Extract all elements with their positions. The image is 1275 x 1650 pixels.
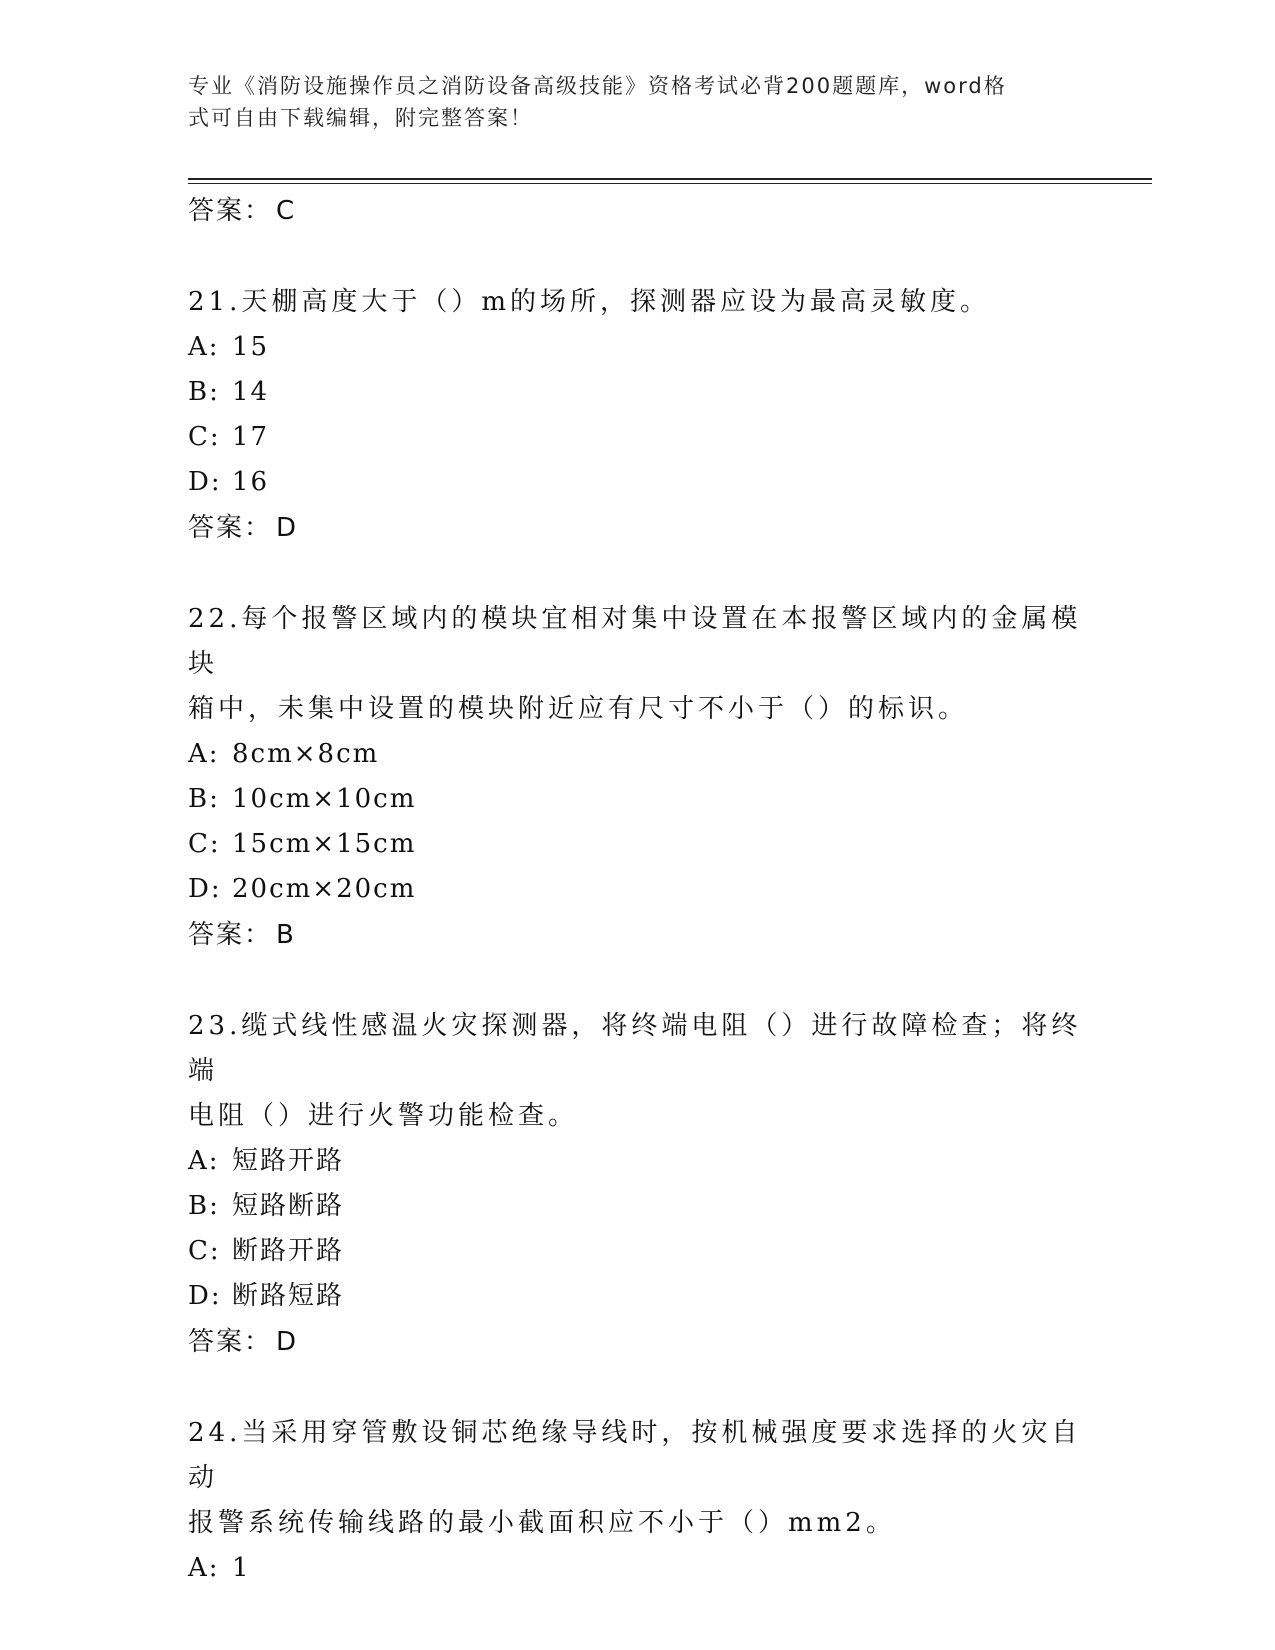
question-stem-line: 22.每个报警区域内的模块宜相对集中设置在本报警区域内的金属模块 [188, 604, 1082, 679]
question-block [188, 1411, 1088, 1591]
option-key: C: [188, 422, 221, 452]
header-line-2: 式可自由下载编辑，附完整答案！ [188, 106, 533, 130]
option-text: 1 [232, 1553, 251, 1583]
option-text: 短路断路 [232, 1191, 345, 1221]
option-text: 断路开路 [232, 1236, 345, 1266]
answer-option [188, 1546, 1088, 1591]
option-text: 短路开路 [232, 1146, 345, 1176]
option-key: D: [188, 874, 222, 904]
answer-line [188, 1319, 1088, 1365]
answer-option [188, 1184, 1088, 1229]
option-key: B: [188, 377, 220, 407]
option-text: 10cm×10cm [232, 784, 417, 814]
option-text: 14 [232, 377, 270, 407]
header-divider-thin [188, 183, 1152, 184]
option-text: 15 [232, 332, 270, 362]
answer-option [188, 1139, 1088, 1184]
question-stem-line: 23.缆式线性感温火灾探测器，将终端电阻（）进行故障检查；将终端 [188, 1011, 1082, 1086]
option-text: 17 [232, 422, 270, 452]
option-key: A: [188, 739, 220, 769]
answer-value: D [276, 1327, 299, 1357]
option-key: A: [188, 1553, 220, 1583]
question-block [188, 1004, 1088, 1411]
spacer [188, 958, 1088, 1004]
option-key: B: [188, 1191, 220, 1221]
answer-option [188, 777, 1088, 822]
option-key: C: [188, 1236, 221, 1266]
header-line-1: 专业《消防设施操作员之消防设备高级技能》资格考试必背200题题库，word格 [188, 74, 1007, 98]
option-text: 8cm×8cm [232, 739, 380, 769]
option-key: A: [188, 1146, 220, 1176]
spacer [188, 1365, 1088, 1411]
document-header [188, 70, 1078, 134]
answer-line [188, 912, 1088, 958]
question-stem-line: 21.天棚高度大于（）m的场所，探测器应设为最高灵敏度。 [188, 287, 991, 317]
answer-option [188, 460, 1088, 505]
answer-value: C [276, 196, 297, 226]
option-text: 断路短路 [232, 1281, 345, 1311]
answer-line [188, 505, 1088, 551]
spacer [188, 551, 1088, 597]
answer-label: 答案： [188, 196, 273, 226]
answer-option [188, 325, 1088, 370]
option-text: 20cm×20cm [232, 874, 417, 904]
answer-option [188, 1274, 1088, 1319]
answer-option [188, 822, 1088, 867]
answer-value: D [276, 513, 299, 543]
header-divider-thick [188, 178, 1152, 180]
option-text: 16 [232, 467, 270, 497]
question-block [188, 597, 1088, 1004]
question-stem-line: 报警系统传输线路的最小截面积应不小于（）mm2。 [188, 1508, 896, 1538]
answer-option [188, 732, 1088, 777]
answer-label: 答案： [188, 513, 273, 543]
answer-option [188, 1229, 1088, 1274]
question-list [188, 188, 1088, 1591]
answer-option [188, 415, 1088, 460]
answer-option [188, 370, 1088, 415]
option-text: 15cm×15cm [232, 829, 417, 859]
option-key: B: [188, 784, 220, 814]
answer-label: 答案： [188, 1327, 273, 1357]
option-key: D: [188, 1281, 222, 1311]
option-key: C: [188, 829, 221, 859]
question-block [188, 280, 1088, 597]
spacer [188, 234, 1088, 280]
option-key: A: [188, 332, 220, 362]
answer-line [188, 188, 1088, 234]
question-stem-line: 24.当采用穿管敷设铜芯绝缘导线时，按机械强度要求选择的火灾自动 [188, 1418, 1082, 1493]
answer-value: B [276, 920, 296, 950]
answer-label: 答案： [188, 920, 273, 950]
answer-option [188, 867, 1088, 912]
question-stem-line: 电阻（）进行火警功能检查。 [188, 1101, 579, 1131]
question-stem-line: 箱中，未集中设置的模块附近应有尺寸不小于（）的标识。 [188, 694, 969, 724]
option-key: D: [188, 467, 222, 497]
